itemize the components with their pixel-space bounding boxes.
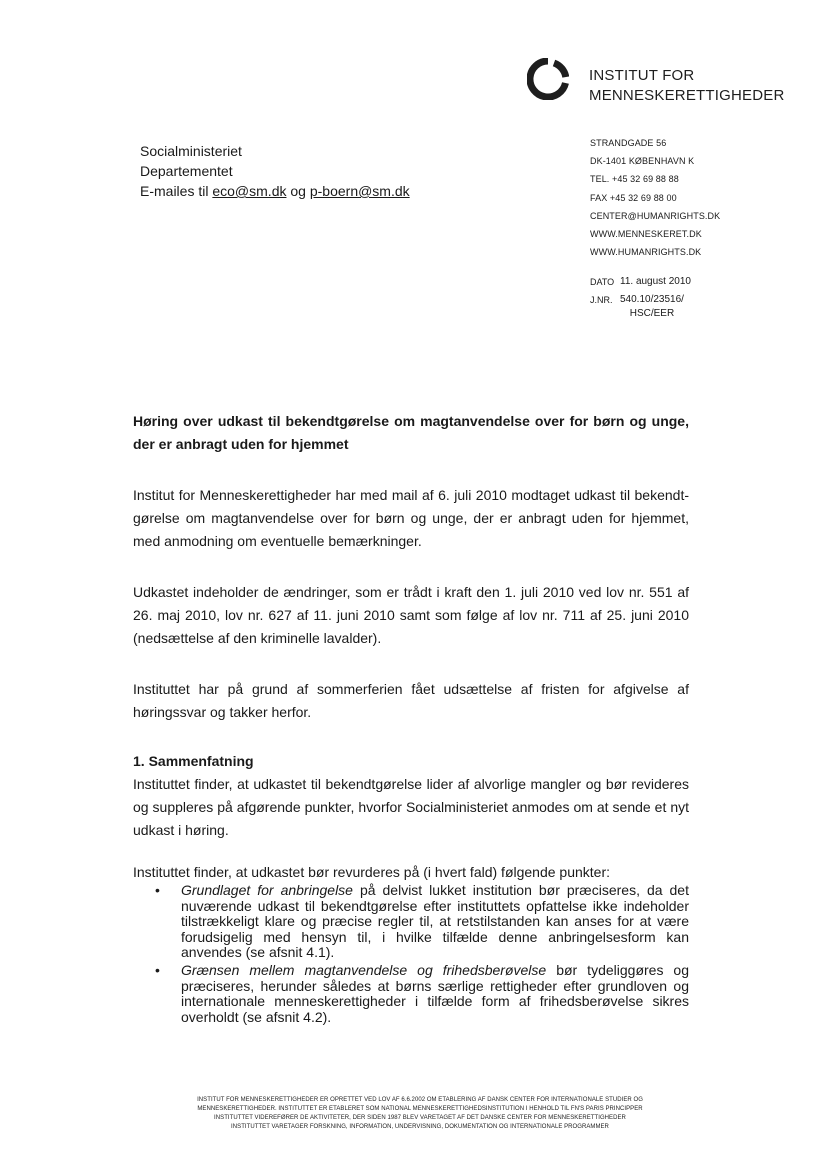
recipient-line-1: Socialministeriet	[140, 143, 242, 159]
jnr-label: J.NR.	[590, 295, 613, 305]
paragraph-changes: Udkastet indeholder de ændringer, som er trådt i kraft den 1. juli 2010 ved lov nr. 551 af 26. maj 2010, lov nr. 627 af 11. juni 2010 samt som følge af lov nr. 711 af 25. juni 2010 (nedsættelse af den kriminelle lavalder).	[133, 584, 689, 646]
jnr-row	[590, 293, 691, 321]
email-prefix: E-mailes til	[140, 183, 213, 199]
list-item	[133, 883, 689, 961]
jnr-value	[620, 293, 684, 321]
email-link-1[interactable]: eco@sm.dk	[212, 183, 287, 199]
email-link-2[interactable]: p-boern@sm.dk	[309, 183, 410, 199]
contact-phone: TEL. +45 32 69 88 88	[590, 174, 679, 185]
recipient-line-2: Departementet	[140, 163, 233, 179]
logo-wordmark	[589, 66, 785, 106]
list-item-text: bør tydeliggøres og præciseres, herunder således at børns særlige rettigheder efter grundloven og internationale menneskerettigheder i tilfælde form af frihedsberøvelse sikres overholdt (se afsnit 4.2).	[181, 961, 689, 1025]
letter-body	[133, 410, 689, 1025]
date-row	[590, 275, 691, 289]
points-list	[133, 883, 689, 1025]
logo-line-1: INSTITUT FOR	[589, 67, 695, 84]
contact-fax: FAX +45 32 69 88 00	[590, 192, 677, 203]
sender-contact-block	[590, 134, 720, 261]
contact-city: DK-1401 KØBENHAVN K	[590, 156, 695, 167]
paragraph-deadline: Instituttet har på grund af sommerferien fået udsættelse af fristen for afgivelse af høringssvar og takker herfor.	[133, 681, 689, 720]
contact-address: STRANDGADE 56	[590, 138, 667, 148]
contact-email[interactable]: CENTER@HUMANRIGHTS.DK	[590, 210, 721, 221]
contact-website-da[interactable]: WWW.MENNESKERET.DK	[590, 229, 702, 240]
subject-heading: Høring over udkast til bekendtgørelse om magtanvendelse over for børn og unge, der er anbragt uden for hjemmet	[133, 413, 689, 452]
email-joiner: og	[286, 183, 310, 199]
footer-line-1: INSTITUT FOR MENNESKERETTIGHEDER ER OPRETTET VED LOV AF 6.6.2002 OM ETABLERING AF DANSK CENTER FOR INTERNATIONALE STUDIER OG	[197, 1097, 643, 1103]
open-circle-logo-icon	[527, 58, 569, 100]
footer-line-3: INSTITUTTET VIDEREFØRER DE AKTIVITETER, DER SIDEN 1987 BLEV VARETAGET AF DET DANSKE CENTER FOR MENNESKERETTIGHEDER	[214, 1115, 626, 1121]
jnr-value-line-1: 540.10/23516/	[620, 294, 684, 305]
list-item-emphasis: Grundlaget for anbringelse	[181, 882, 353, 898]
logo-line-2: MENNESKERETTIGHEDER	[589, 87, 785, 104]
section-heading: 1. Sammenfatning	[133, 753, 254, 769]
date-value: 11. august 2010	[620, 276, 691, 287]
footer-line-4: INSTITUTTET VARETAGER FORSKNING, INFORMATION, UNDERVISNING, DOKUMENTATION OG INTERNATIONALE PROGRAMMER	[231, 1124, 609, 1130]
paragraph-intro: Institut for Menneskerettigheder har med mail af 6. juli 2010 modtaget udkast til bekendt-gørelse om magtanvendelse over for børn og unge, der er anbragt uden for hjemmet, med anmodning om eventuelle bemærkninger.	[133, 487, 689, 549]
recipient-email-line	[140, 181, 410, 201]
footer-line-2: MENNESKERETTIGHEDER. INSTITUTTET ER ETABLERET SOM NATIONAL MENNESKERETTIGHEDSINSTITUTION I HENHOLD TIL FN'S PARIS PRINCIPPER	[197, 1106, 643, 1112]
contact-website-en[interactable]: WWW.HUMANRIGHTS.DK	[590, 247, 702, 258]
points-intro: Instituttet finder, at udkastet bør revurderes på (i hvert fald) følgende punkter:	[133, 864, 611, 880]
bullet-icon: •	[155, 961, 160, 978]
legal-footer	[120, 1096, 720, 1132]
list-item-text: på delvist lukket institution bør præciseres, da det nuværende udkast til bekendtgørelse efter instituttets opfattelse ikke indeholder tilstrækkeligt klare og præcise regler til, at retstilstanden kan anses for at være forudsigelig med hensyn til, i hvilke tilfælde denne anbringelsesform kan anvendes (se afsnit 4.1).	[181, 882, 689, 961]
list-item-emphasis: Grænsen mellem magtanvendelse og frihedsberøvelse	[181, 961, 547, 978]
recipient-block	[140, 141, 410, 201]
list-item	[133, 963, 689, 1025]
date-label: DATO	[590, 277, 615, 287]
letter-meta	[590, 275, 691, 321]
summary-paragraph: Instituttet finder, at udkastet til bekendtgørelse lider af alvorlige mangler og bør revideres og suppleres på afgørende punkter, hvorfor Socialministeriet anmodes om at sende et nyt udkast i høring.	[133, 776, 689, 838]
jnr-value-line-2: HSC/EER	[629, 308, 675, 319]
bullet-icon: •	[155, 882, 160, 898]
